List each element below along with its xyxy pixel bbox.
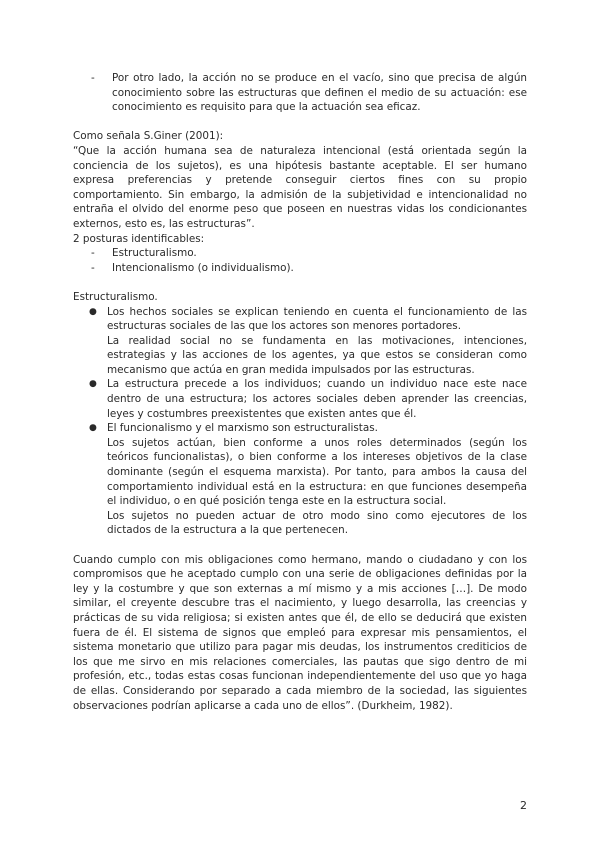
posture-item (73, 261, 527, 276)
posture-item (73, 246, 527, 261)
giner-heading: Como señala S.Giner (2001): (73, 130, 224, 143)
intro-text: Por otro lado, la acción no se produce en el vacío, sino que precisa de algún conocimiento sobre las estructuras que definen el medio de su actuación: ese conocimiento es requisito para que la actuación sea eficaz. (112, 72, 527, 114)
bullet-paragraph: Los sujetos no pueden actuar de otro modo sino como ejecutores de los dictados de la estructura a la que pertenecen. (107, 509, 527, 537)
posture-text: Estructuralismo. (112, 247, 197, 260)
bullet-marker: ● (89, 306, 97, 317)
intro-list-item (73, 71, 527, 115)
dash-marker: - (91, 72, 95, 84)
page-content (73, 71, 527, 713)
bullet-marker: ● (89, 423, 97, 434)
postures-heading: 2 posturas identificables: (73, 232, 205, 245)
bullet-item (73, 305, 527, 378)
bullet-paragraph: La estructura precede a los individuos; cuando un individuo nace este nace dentro de una estructura; los actores sociales deben aprender las creencias, leyes y costumbres preexistentes que existen antes que él. (107, 378, 527, 420)
bullet-item (73, 421, 527, 538)
dash-marker: - (91, 261, 95, 274)
durkheim-quote: Cuando cumplo con mis obligaciones como hermano, mando o ciudadano y con los compromisos que he aceptado cumplo con una serie de obligaciones definidas por la ley y la costumbre y que son externas a mí mismo y a mis acciones […]. De modo similar, el creyente descubre tras el nacimiento, y luego desarrolla, las creencias y prácticas de su vida religiosa; si existen antes que él, de ello se deducirá que existen fuera de él. El sistema de signos que empleó para expresar mis pensamientos, el sistema monetario que utilizo para pagar mis deudas, los instrumentos crediticios de los que me sirvo en mis relaciones comerciales, las pautas que sigo dentro de mi profesión, etc., todas estas cosas funcionan independientemente del uso que yo haga de ellas. Considerando por separado a cada miembro de la sociedad, las siguientes observaciones podrían aplicarse a cada uno de ellos”. (Durkheim, 1982). (73, 553, 527, 712)
dash-marker: - (91, 247, 95, 260)
posture-text: Intencionalismo (o individualismo). (112, 261, 294, 274)
page-number: 2 (520, 799, 527, 812)
giner-quote: “Que la acción humana sea de naturaleza intencional (está orientada según la conciencia de los sujetos), es una hipótesis bastante aceptable. El ser humano expresa preferencias y pretende conseguir ciertos fines con su propio comportamiento. Sin embargo, la admisión de la subjetividad e intencionalidad no entraña el olvido del enorme peso que poseen en nuestras vidas los condicionantes externos, esto es, las estructuras”. (73, 144, 527, 230)
bullet-marker: ● (89, 379, 97, 390)
bullet-paragraph: Los hechos sociales se explican teniendo en cuenta el funcionamiento de las estructuras sociales de las que los actores son menores portadores. (107, 305, 527, 333)
structuralism-heading: Estructuralismo. (73, 290, 158, 303)
bullet-item (73, 377, 527, 421)
bullet-paragraph: Los sujetos actúan, bien conforme a unos roles determinados (según los teóricos funcionalistas), o bien conforme a los intereses objetivos de la clase dominante (según el esquema marxista). Por tanto, para ambos la causa del comportamiento individual está en la estructura: en que funciones desempeña el individuo, o en qué posición tenga este en la estructura social. (107, 436, 527, 508)
bullet-paragraph: El funcionalismo y el marxismo son estructuralistas. (107, 422, 378, 435)
bullet-paragraph: La realidad social no se fundamenta en las motivaciones, intenciones, estrategias y las acciones de los agentes, ya que estos se consideran como mecanismo que actúa en gran medida impulsados por las estructuras. (107, 334, 527, 376)
